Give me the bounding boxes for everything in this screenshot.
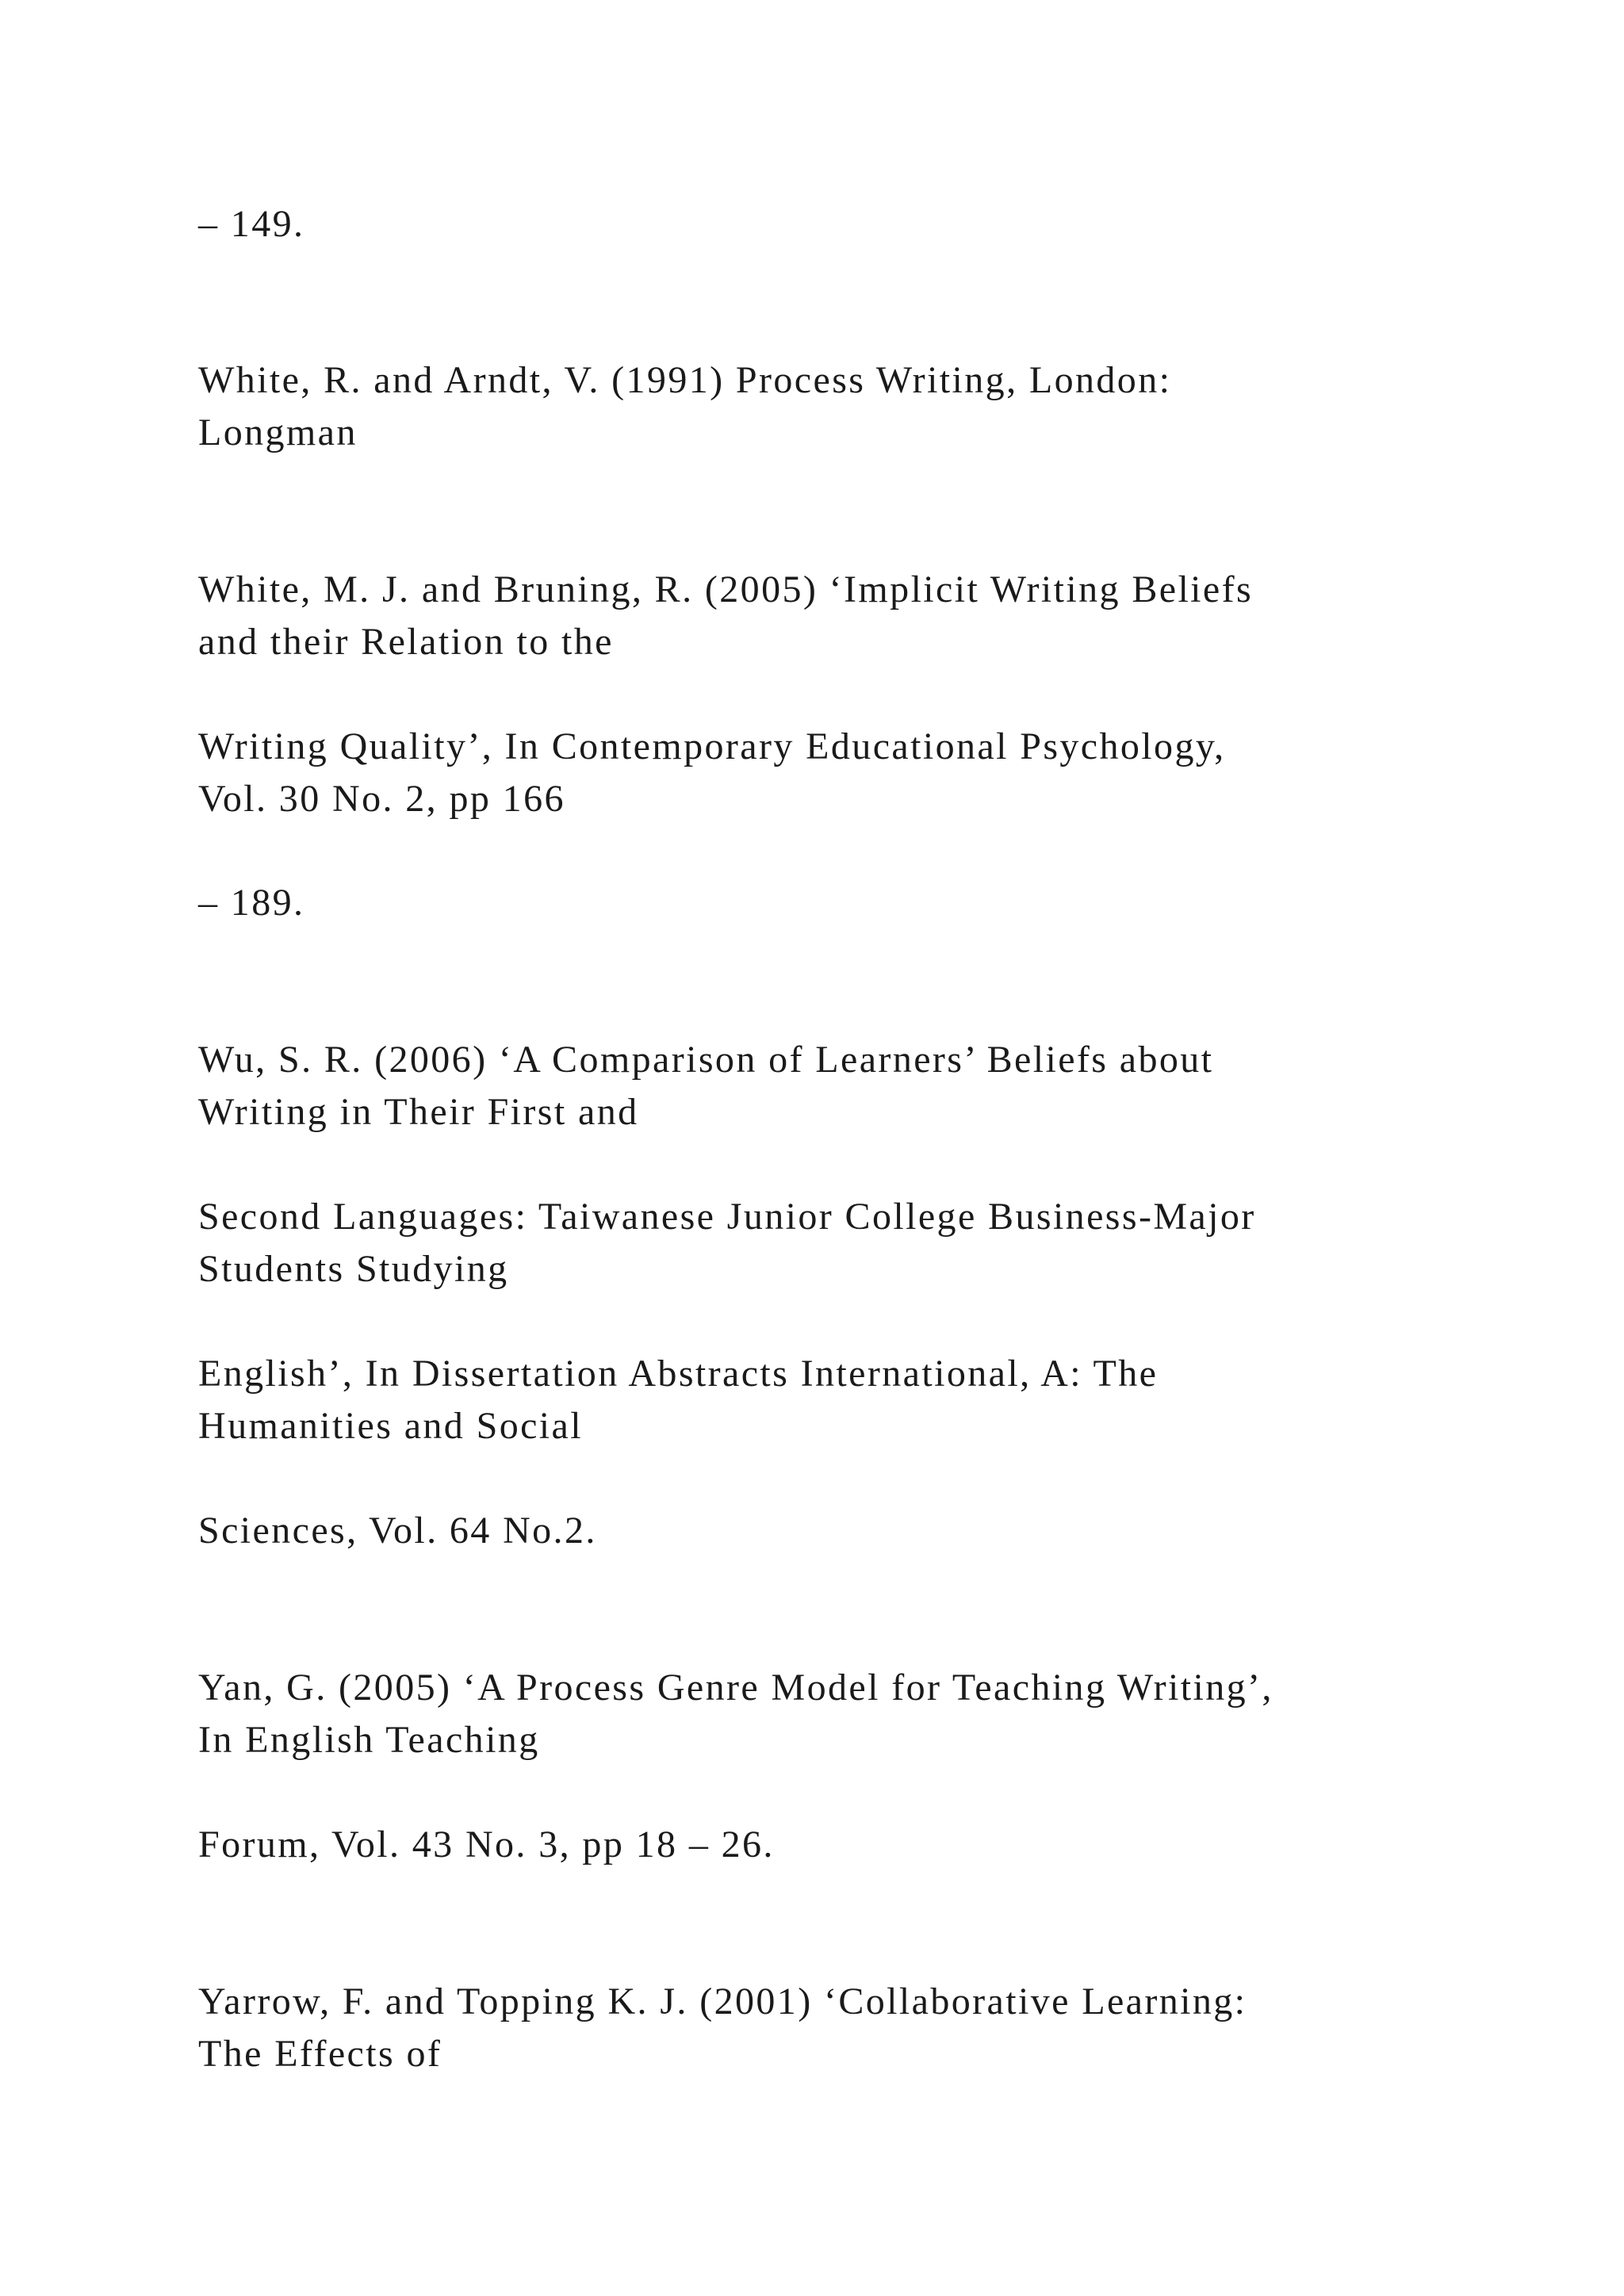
reference-line: – 189. bbox=[198, 882, 305, 924]
reference-line: Wu, S. R. (2006) ‘A Comparison of Learners’ Beliefs about bbox=[198, 1039, 1214, 1081]
reference-line: White, M. J. and Bruning, R. (2005) ‘Implicit Writing Beliefs bbox=[198, 568, 1254, 610]
reference-line: and their Relation to the bbox=[198, 621, 614, 663]
reference-line: Humanities and Social bbox=[198, 1405, 583, 1447]
reference-line: Forum, Vol. 43 No. 3, pp 18 – 26. bbox=[198, 1823, 775, 1866]
reference-line: Vol. 30 No. 2, pp 166 bbox=[198, 778, 565, 820]
reference-line: Longman bbox=[198, 411, 358, 453]
reference-line: Students Studying bbox=[198, 1248, 509, 1290]
reference-line: Yan, G. (2005) ‘A Process Genre Model for Teaching Writing’, bbox=[198, 1667, 1274, 1709]
reference-line: The Effects of bbox=[198, 2033, 442, 2075]
reference-line: Yarrow, F. and Topping K. J. (2001) ‘Collaborative Learning: bbox=[198, 1980, 1247, 2022]
reference-line: Sciences, Vol. 64 No.2. bbox=[198, 1510, 597, 1552]
reference-line: English’, In Dissertation Abstracts International, A: The bbox=[198, 1353, 1159, 1395]
reference-line: Second Languages: Taiwanese Junior College Business-Major bbox=[198, 1196, 1256, 1238]
reference-line: – 149. bbox=[198, 203, 305, 245]
reference-line: White, R. and Arndt, V. (1991) Process Writing, London: bbox=[198, 359, 1172, 401]
reference-line: In English Teaching bbox=[198, 1719, 540, 1761]
reference-line: Writing in Their First and bbox=[198, 1091, 639, 1133]
reference-line: Writing Quality’, In Contemporary Educational Psychology, bbox=[198, 725, 1226, 767]
